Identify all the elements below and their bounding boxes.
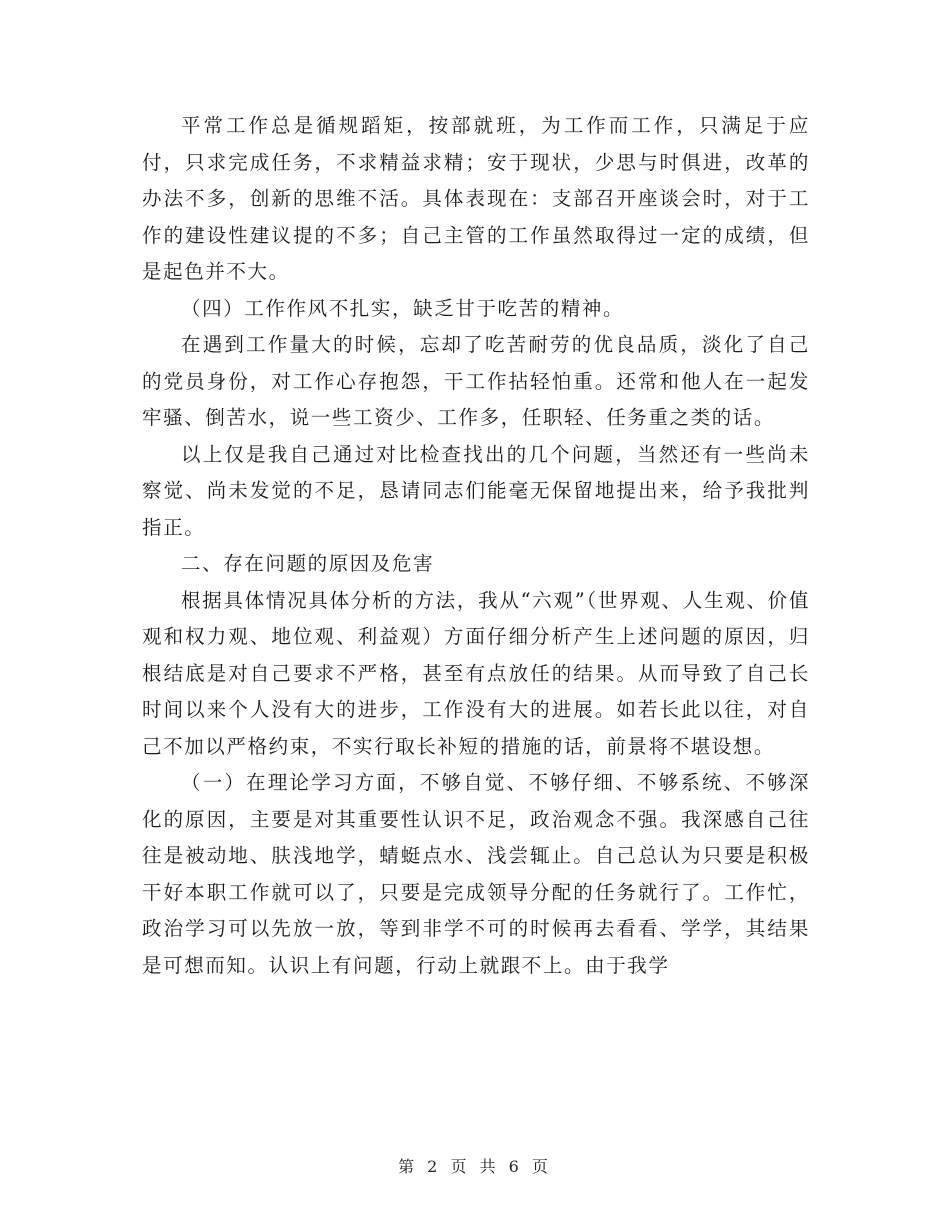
- paragraph-7: （一）在理论学习方面，不够自觉、不够仔细、不够系统、不够深化的原因，主要是对其重要性认识不足，政治观念不强。我深感自己往往是被动地、肤浅地学，蜻蜓点水、浅尝辄止。自己总认为只要是积极干好本职工作就可以了，只要是完成领导分配的任务就行了。工作忙，政治学习可以先放一放，等到非学不可的时候再去看看、学学，其结果是可想而知。认识上有问题，行动上就跟不上。由于我学: [142, 771, 810, 977]
- paragraph-1: 平常工作总是循规蹈矩，按部就班，为工作而工作，只满足于应付，只求完成任务，不求精益求精；安于现状，少思与时俱进，改革的办法不多，创新的思维不活。具体表现在：支部召开座谈会时，对于工作的建设性建议提的不多；自己主管的工作虽然取得过一定的成绩，但是起色并不大。: [142, 114, 810, 283]
- paragraph-2-heading: （四）工作作风不扎实，缺乏甘于吃苦的精神。: [181, 296, 625, 320]
- document-body: [142, 108, 810, 984]
- paragraph-3: 在遇到工作量大的时候，忘却了吃苦耐劳的优良品质，淡化了自己的党员身份，对工作心存抱怨，干工作拈轻怕重。还常和他人在一起发牢骚、倒苦水，说一些工资少、工作多，任职轻、任务重之类的话。: [142, 333, 810, 429]
- paragraph-4: 以上仅是我自己通过对比检查找出的几个问题，当然还有一些尚未察觉、尚未发觉的不足，恳请同志们能毫无保留地提出来，给予我批判指正。: [142, 442, 810, 539]
- page-number-footer: 第 2 页 共 6 页: [398, 1157, 552, 1176]
- paragraph-6: 根据具体情况具体分析的方法，我从“六观”（世界观、人生观、价值观和权力观、地位观、利益观）方面仔细分析产生上述问题的原因，归根结底是对自己要求不严格，甚至有点放任的结果。从而导致了自己长时间以来个人没有大的进步，工作没有大的进展。如若长此以往，对自己不加以严格约束，不实行取长补短的措施的话，前景将不堪设想。: [142, 588, 810, 758]
- section-heading: 二、存在问题的原因及危害: [181, 552, 435, 575]
